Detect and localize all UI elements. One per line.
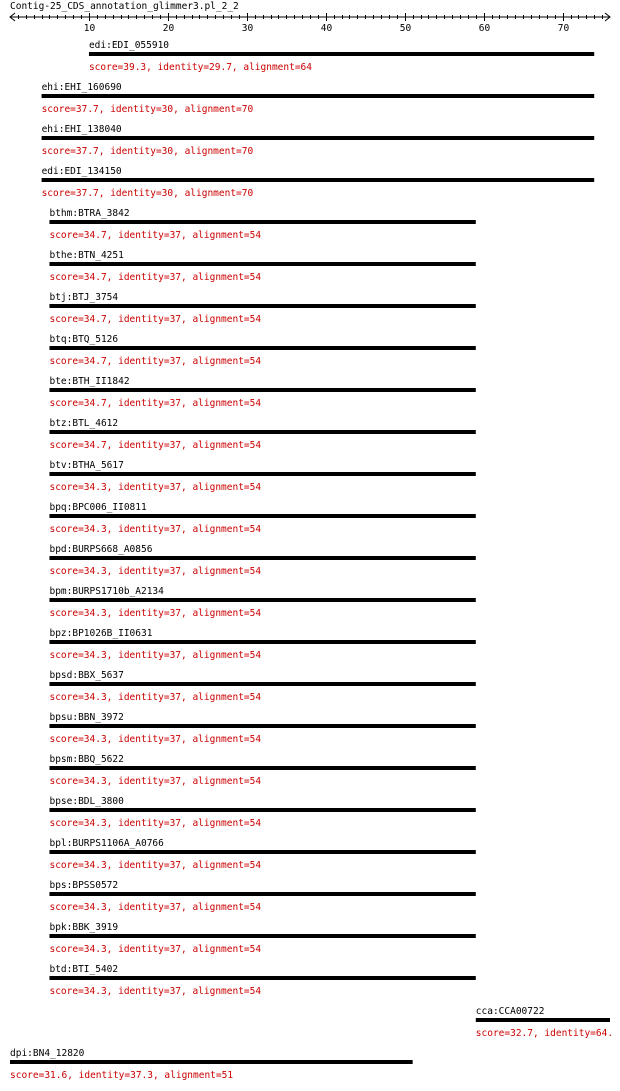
hit-alignment-bar[interactable] <box>10 1060 413 1064</box>
hit-row[interactable] <box>49 250 475 283</box>
hit-alignment-bar[interactable] <box>42 94 595 98</box>
hit-name-label[interactable]: bpsu:BBN_3972 <box>49 712 124 723</box>
track-title: Contig-25_CDS_annotation_glimmer3.pl_2_2 <box>10 1 239 12</box>
hit-alignment-bar[interactable] <box>49 976 475 980</box>
hit-score-label: score=34.3, identity=37, alignment=54 <box>49 818 262 829</box>
hit-score-label: score=34.3, identity=37, alignment=54 <box>49 986 262 997</box>
hit-row[interactable] <box>42 82 595 115</box>
hit-name-label[interactable]: btj:BTJ_3754 <box>49 292 119 303</box>
ruler-tick-label: 70 <box>557 23 570 34</box>
hit-name-label[interactable]: dpi:BN4_12820 <box>10 1048 85 1059</box>
hit-row[interactable] <box>49 670 475 703</box>
hit-list <box>10 40 613 1081</box>
hit-name-label[interactable]: bpq:BPC006_II0811 <box>49 502 147 513</box>
hit-alignment-bar[interactable] <box>49 514 475 518</box>
hit-name-label[interactable]: bpsd:BBX_5637 <box>49 670 124 681</box>
hit-alignment-bar[interactable] <box>49 220 475 224</box>
hit-score-label: score=34.7, identity=37, alignment=54 <box>49 230 262 241</box>
hit-score-label: score=34.3, identity=37, alignment=54 <box>49 482 262 493</box>
hit-name-label[interactable]: bpd:BURPS668_A0856 <box>49 544 153 555</box>
hit-row[interactable] <box>49 502 475 535</box>
hit-row[interactable] <box>49 796 475 829</box>
hit-row[interactable] <box>49 628 475 661</box>
hit-name-label[interactable]: cca:CCA00722 <box>475 1006 545 1017</box>
hit-alignment-bar[interactable] <box>49 472 475 476</box>
hit-row[interactable] <box>42 166 595 199</box>
hit-name-label[interactable]: bpsm:BBQ_5622 <box>49 754 124 765</box>
ruler-tick-label: 40 <box>320 23 333 34</box>
hit-row[interactable] <box>49 754 475 787</box>
hit-name-label[interactable]: bpz:BP1026B_II0631 <box>49 628 153 639</box>
hit-score-label: score=34.7, identity=37, alignment=54 <box>49 440 262 451</box>
hit-alignment-bar[interactable] <box>49 892 475 896</box>
hit-alignment-bar[interactable] <box>42 178 595 182</box>
hit-name-label[interactable]: bthe:BTN_4251 <box>49 250 124 261</box>
hit-name-label[interactable]: bte:BTH_II1842 <box>49 376 130 387</box>
ruler-tick-label: 50 <box>399 23 412 34</box>
hit-alignment-bar[interactable] <box>49 724 475 728</box>
hit-row[interactable] <box>42 124 595 157</box>
hit-score-label: score=34.3, identity=37, alignment=54 <box>49 524 262 535</box>
hit-name-label[interactable]: btz:BTL_4612 <box>49 418 119 429</box>
hit-score-label: score=34.3, identity=37, alignment=54 <box>49 566 262 577</box>
hit-name-label[interactable]: edi:EDI_055910 <box>88 40 170 51</box>
ruler-tick-label: 20 <box>162 23 175 34</box>
hit-name-label[interactable]: ehi:EHI_160690 <box>41 82 122 93</box>
hit-row[interactable] <box>476 1006 613 1039</box>
hit-name-label[interactable]: btq:BTQ_5126 <box>49 334 119 345</box>
hit-score-label: score=34.3, identity=37, alignment=54 <box>49 902 262 913</box>
ruler-tick-label: 10 <box>83 23 96 34</box>
hit-alignment-bar[interactable] <box>49 262 475 266</box>
hit-row[interactable] <box>49 586 475 619</box>
hit-alignment-bar[interactable] <box>49 430 475 434</box>
hit-score-label: score=37.7, identity=30, alignment=70 <box>41 188 254 199</box>
hit-score-label: score=32.7, identity=64. <box>475 1028 614 1039</box>
hit-name-label[interactable]: edi:EDI_134150 <box>41 166 122 177</box>
hit-name-label[interactable]: bps:BPSS0572 <box>49 880 119 891</box>
hit-alignment-bar[interactable] <box>49 682 475 686</box>
hit-alignment-bar[interactable] <box>49 388 475 392</box>
hit-row[interactable] <box>49 376 475 409</box>
hit-score-label: score=34.7, identity=37, alignment=54 <box>49 356 262 367</box>
hit-alignment-bar[interactable] <box>49 556 475 560</box>
hit-alignment-bar[interactable] <box>42 136 595 140</box>
hit-score-label: score=34.3, identity=37, alignment=54 <box>49 734 262 745</box>
hit-alignment-bar[interactable] <box>49 346 475 350</box>
hit-name-label[interactable]: bthm:BTRA_3842 <box>49 208 130 219</box>
hit-alignment-bar[interactable] <box>49 598 475 602</box>
hit-score-label: score=34.7, identity=37, alignment=54 <box>49 398 262 409</box>
hit-alignment-bar[interactable] <box>49 808 475 812</box>
hit-row[interactable] <box>49 838 475 871</box>
coordinate-ruler <box>10 13 610 34</box>
hit-name-label[interactable]: ehi:EHI_138040 <box>41 124 122 135</box>
hit-name-label[interactable]: bpse:BDL_3800 <box>49 796 124 807</box>
hit-row[interactable] <box>89 40 594 73</box>
hit-alignment-bar[interactable] <box>49 304 475 308</box>
hit-row[interactable] <box>49 292 475 325</box>
hit-row[interactable] <box>49 922 475 955</box>
hit-alignment-bar[interactable] <box>49 850 475 854</box>
hit-score-label: score=31.6, identity=37.3, alignment=51 <box>10 1070 234 1081</box>
hit-row[interactable] <box>49 880 475 913</box>
ruler-tick-label: 60 <box>478 23 491 34</box>
hit-name-label[interactable]: btv:BTHA_5617 <box>49 460 124 471</box>
hit-alignment-bar[interactable] <box>476 1018 610 1022</box>
hit-row[interactable] <box>10 1048 413 1081</box>
hit-score-label: score=34.7, identity=37, alignment=54 <box>49 272 262 283</box>
hit-row[interactable] <box>49 334 475 367</box>
hit-score-label: score=34.3, identity=37, alignment=54 <box>49 608 262 619</box>
hit-name-label[interactable]: bpk:BBK_3919 <box>49 922 119 933</box>
hit-score-label: score=37.7, identity=30, alignment=70 <box>41 146 254 157</box>
hit-row[interactable] <box>49 712 475 745</box>
hit-score-label: score=34.3, identity=37, alignment=54 <box>49 650 262 661</box>
hit-row[interactable] <box>49 208 475 241</box>
hit-alignment-bar[interactable] <box>89 52 594 56</box>
hit-name-label[interactable]: btd:BTI_5402 <box>49 964 119 975</box>
ruler-tick-label: 30 <box>241 23 254 34</box>
hit-score-label: score=37.7, identity=30, alignment=70 <box>41 104 254 115</box>
hit-score-label: score=34.7, identity=37, alignment=54 <box>49 314 262 325</box>
hit-score-label: score=34.3, identity=37, alignment=54 <box>49 860 262 871</box>
hit-score-label: score=34.3, identity=37, alignment=54 <box>49 692 262 703</box>
hit-score-label: score=34.3, identity=37, alignment=54 <box>49 776 262 787</box>
hit-row[interactable] <box>49 964 475 997</box>
hit-alignment-bar[interactable] <box>49 934 475 938</box>
hit-row[interactable] <box>49 544 475 577</box>
hit-row[interactable] <box>49 460 475 493</box>
hit-score-label: score=39.3, identity=29.7, alignment=64 <box>88 62 313 73</box>
hit-row[interactable] <box>49 418 475 451</box>
hit-alignment-bar[interactable] <box>49 640 475 644</box>
hit-score-label: score=34.3, identity=37, alignment=54 <box>49 944 262 955</box>
hit-name-label[interactable]: bpm:BURPS1710b_A2134 <box>49 586 164 597</box>
hit-alignment-bar[interactable] <box>49 766 475 770</box>
hit-name-label[interactable]: bpl:BURPS1106A_A0766 <box>49 838 164 849</box>
